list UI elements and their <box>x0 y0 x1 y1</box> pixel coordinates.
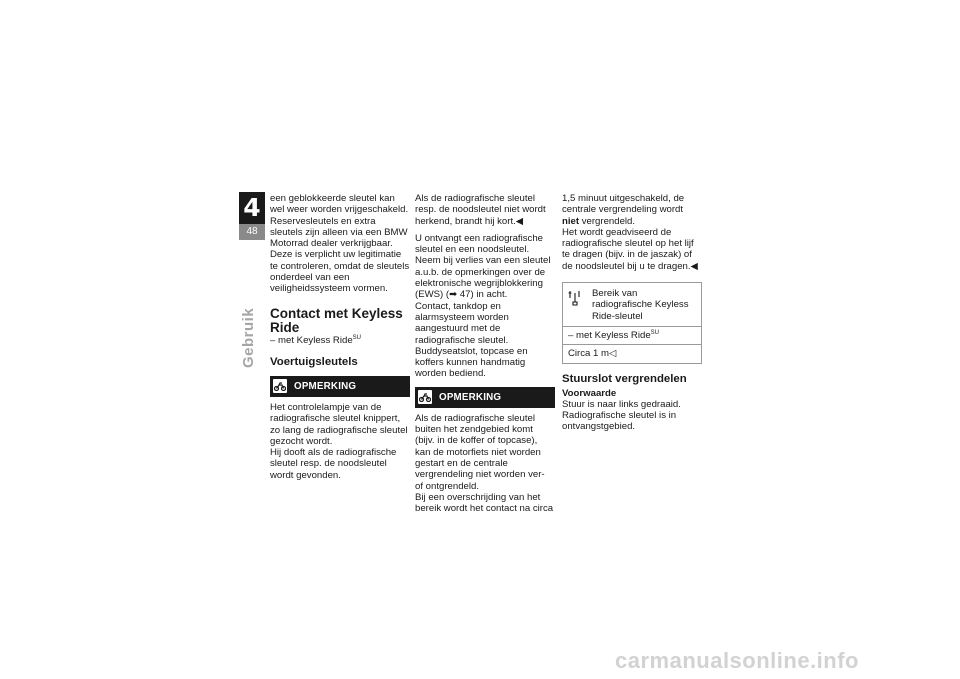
paragraph: Bij een overschrijding van het bereik wordt het contact na circa <box>415 491 554 515</box>
paragraph <box>415 233 555 301</box>
section-heading: Stuurslot vergrendelen <box>562 372 687 385</box>
paragraph <box>562 227 702 272</box>
specification-table <box>562 282 702 363</box>
note-banner <box>415 387 555 408</box>
column-1 <box>270 193 410 481</box>
paragraph <box>562 193 702 227</box>
table-header-row <box>563 283 701 327</box>
option-dash: – <box>568 329 574 341</box>
option-line <box>270 335 410 346</box>
subsection-heading: Voertuigsleutels <box>270 355 358 368</box>
option-code: SU <box>352 334 362 341</box>
option-text: met Keyless Ride <box>576 329 651 341</box>
motorcycle-note-icon <box>273 379 287 393</box>
page-reference: (➡ 47) <box>445 289 474 301</box>
motorcycle-note-icon <box>418 390 432 404</box>
paragraph-text: Het wordt geadviseerd de radiografische sleutel op het lijf te dragen (bijv. in de jaszak) of de noodsleutel bij u te dragen. <box>562 226 694 272</box>
note-label: OPMERKING <box>439 391 502 403</box>
paragraph: Het controlelampje van de radiografische sleutel knippert, zo lang de radiografische sleutel gezocht wordt. <box>270 401 408 447</box>
column-3 <box>562 193 702 433</box>
paragraph-text: U ontvangt een radiografische sleutel en een noodsleutel. Neem bij verlies van een sleutel a.u.b. de opmerkingen over de elektronische wegrijblokkering (EWS) <box>415 232 551 301</box>
chapter-number-tab: 4 <box>239 192 265 224</box>
paragraph-text: vergrendeld. <box>579 215 636 227</box>
table-value: Circa 1 m <box>568 348 610 360</box>
paragraph-text: Als de radiografische sleutel resp. de noodsleutel niet wordt herkend, brandt hij kort. <box>415 193 546 227</box>
table-header-text: Bereik van radiografische Keyless Ride-sleutel <box>592 288 689 322</box>
option-text: met Keyless Ride <box>278 334 353 346</box>
paragraph: Als de radiografische sleutel buiten het zendgebied komt (bijv. in de koffer of topcase), kan de motorfiets niet worden gestart en de centrale vergrendeling niet worden ver- of ontgrendeld. <box>415 412 545 492</box>
option-dash: – <box>270 334 276 346</box>
table-row <box>563 345 701 362</box>
option-code: SU <box>650 329 660 336</box>
page-number: 48 <box>239 224 265 240</box>
note-label: OPMERKING <box>294 380 357 392</box>
technical-data-icon <box>568 288 582 322</box>
end-mark: ◀ <box>690 260 698 272</box>
column-2 <box>415 193 555 514</box>
end-mark: ◀ <box>515 215 524 227</box>
paragraph <box>415 193 555 227</box>
paragraph-text: 1,5 minuut uitgeschakeld, de centrale vergrendeling wordt <box>562 193 685 216</box>
note-banner <box>270 376 410 397</box>
subsection-heading: Voorwaarde <box>562 387 617 399</box>
section-heading: Contact met Keyless Ride <box>270 305 403 335</box>
paragraph: Contact, tankdop en alarmsysteem worden aangestuurd met de radiografische sleutel. Buddyseatslot, topcase en koffers kunnen handmatig worden bediend. <box>415 300 528 380</box>
end-mark: ◁ <box>609 348 617 360</box>
paragraph: Stuur is naar links gedraaid. Radiografische sleutel is in ontvangstgebied. <box>562 398 681 433</box>
watermark: carmanualsonline.info <box>615 648 859 673</box>
paragraph: een geblokkeerde sleutel kan wel weer worden vrijgeschakeld. Reservesleutels en extra sleutels zijn alleen via een BMW Motorrad dealer verkrijgbaar. Deze is verplicht uw legitimatie te controleren, omdat de sleutels onderdeel van een veiligheidssysteem vormen. <box>270 193 410 295</box>
paragraph-text: in acht. <box>473 289 508 301</box>
emphasis-text: niet <box>562 215 580 227</box>
paragraph: Hij dooft als de radiografische sleutel resp. de noodsleutel wordt gevonden. <box>270 447 397 481</box>
chapter-title-vertical: Gebruik <box>240 307 257 368</box>
table-row <box>563 327 701 345</box>
